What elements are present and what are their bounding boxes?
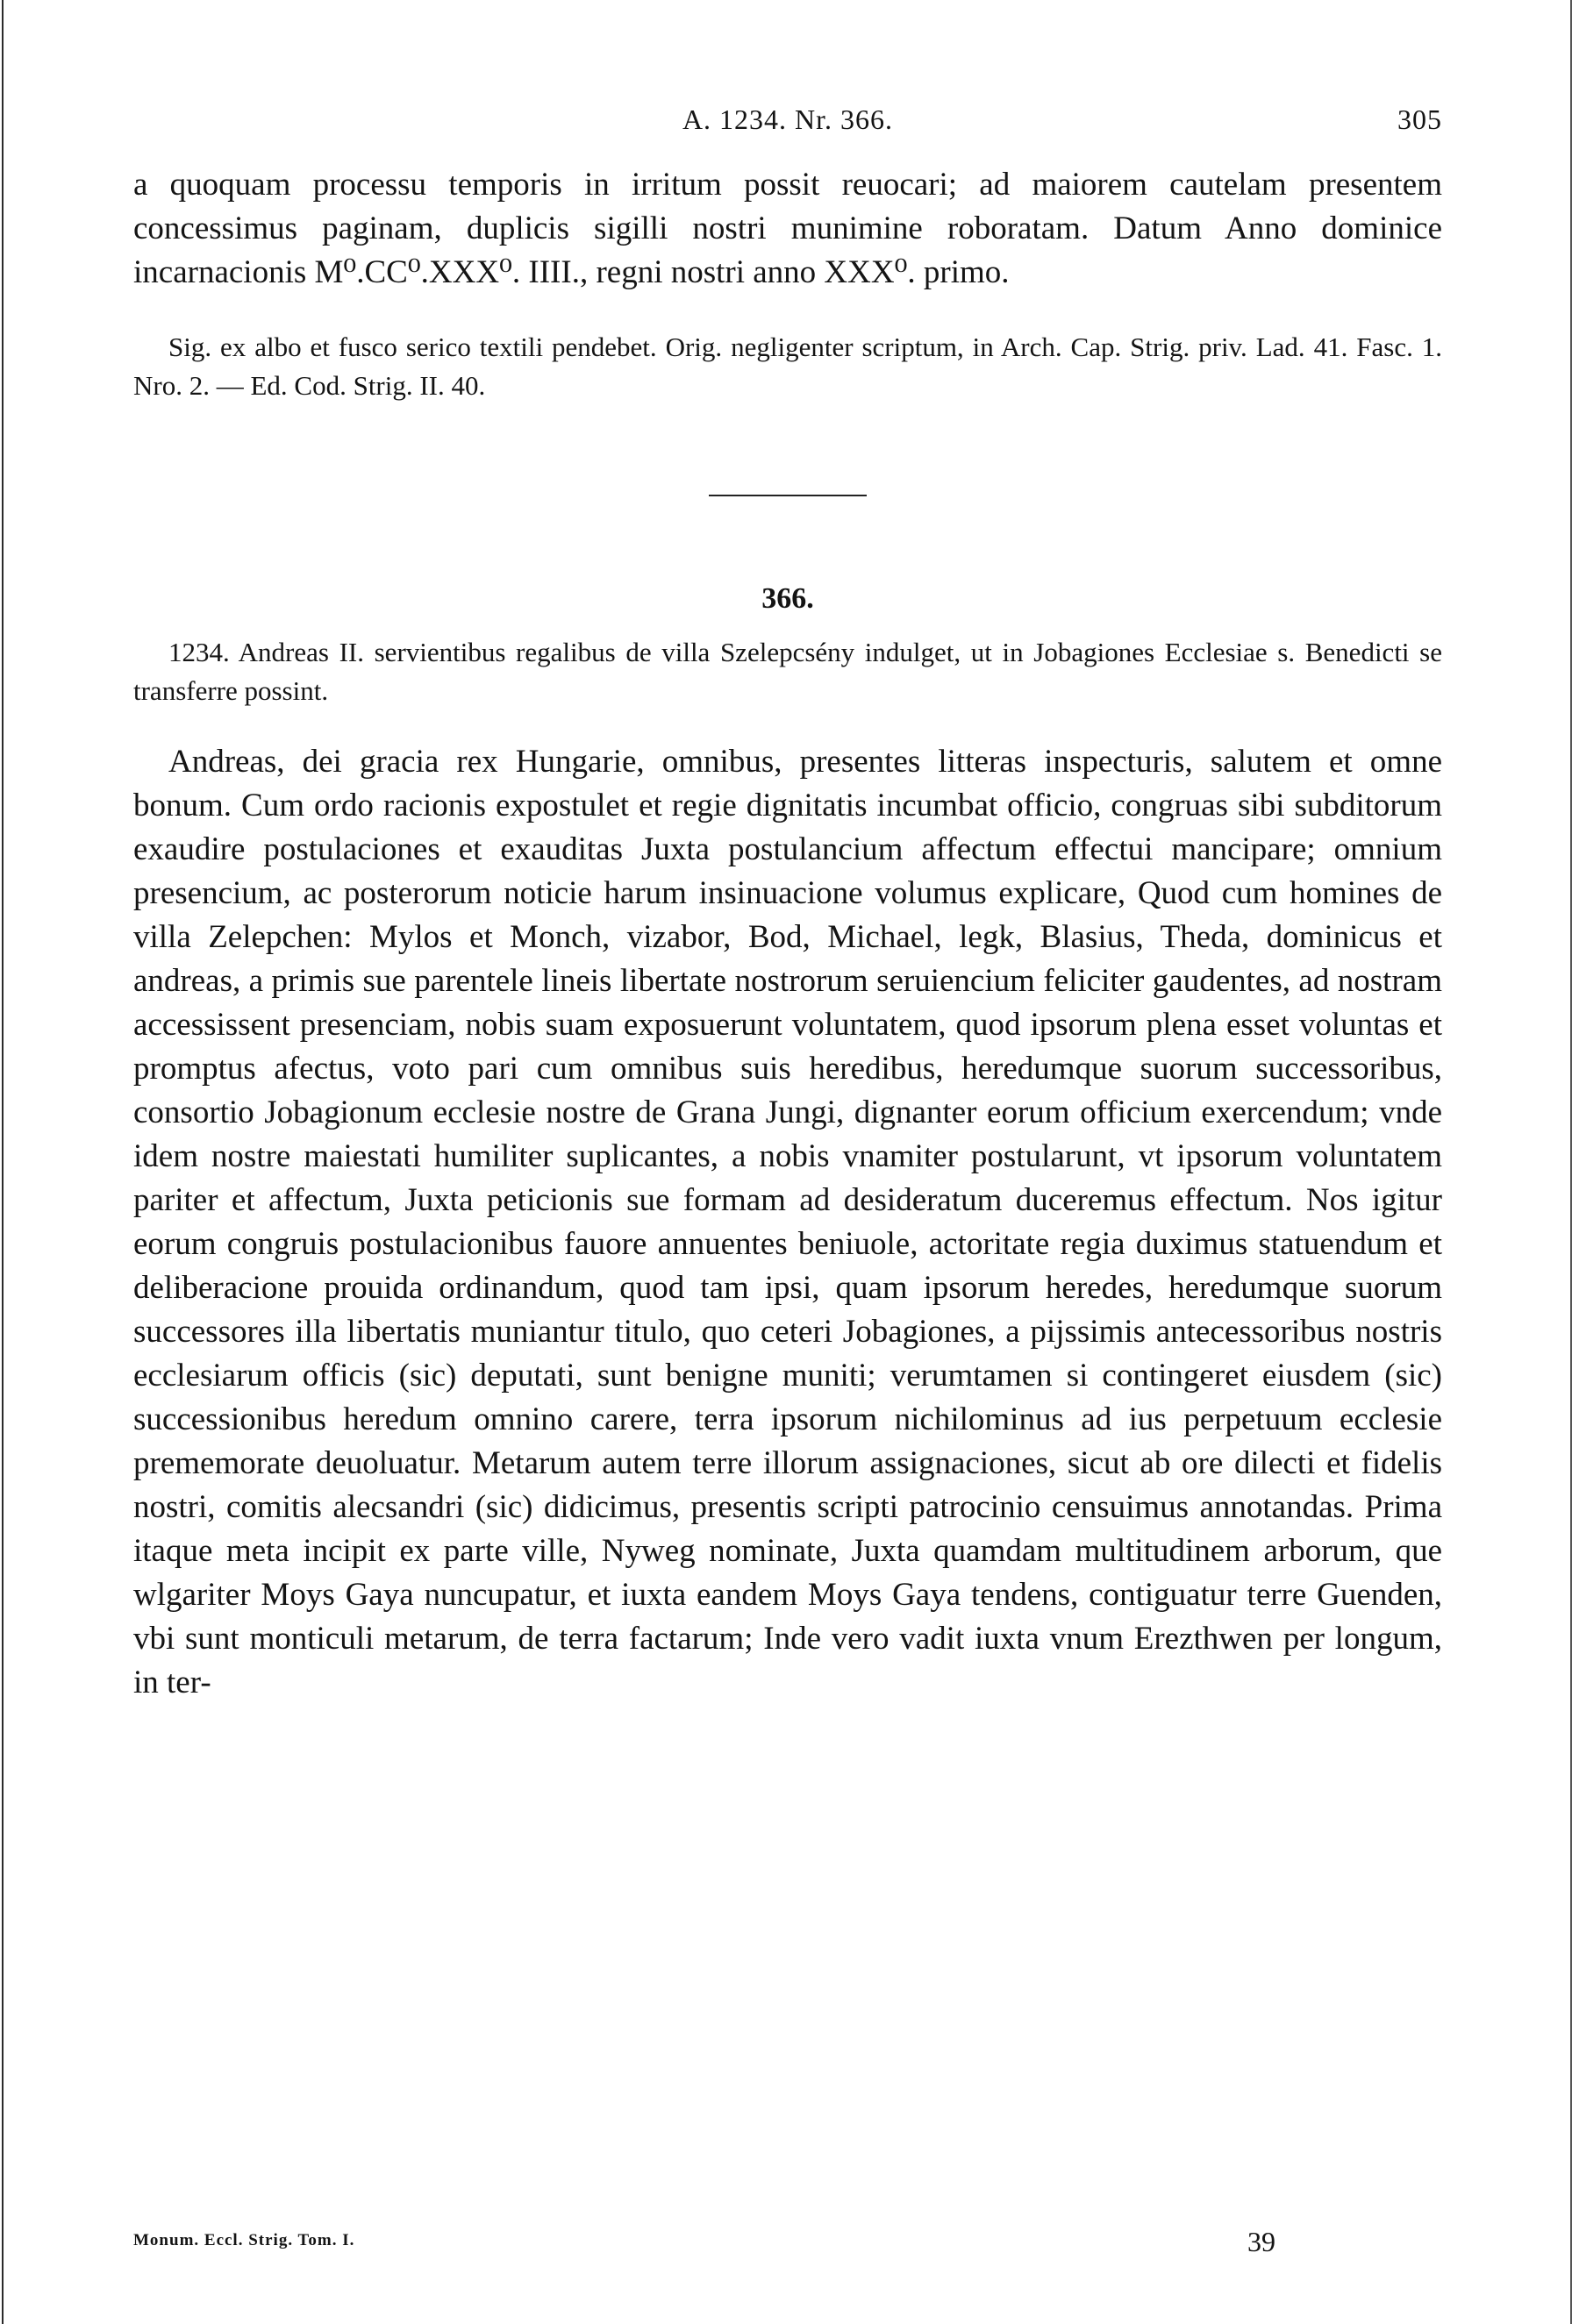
running-head xyxy=(133,103,1442,146)
page-edge-right xyxy=(1570,0,1572,2324)
document-text: Andreas, dei gracia rex Hungarie, omnibus, presentes litteras inspecturis, salutem et omne bonum. Cum ordo racionis expostulet et regie dignitatis incumbat officio, congruas sibi subditorum exaudire postulaciones et exauditas Juxta postulancium affectum effectui mancipare; omnium presencium, ac posterorum noticie harum insinuacione volumus explicare, Quod cum homines de villa Zelepchen: Mylos et Monch, vizabor, Bod, Michael, legk, Blasius, Theda, dominicus et andreas, a primis sue parentele lineis libertate nostrorum seruiencium feliciter gaudentes, ad nostram accessissent presenciam, nobis suam exposuerunt voluntatem, quod ipsorum plena esset voluntas et promptus afectus, voto pari cum omnibus suis heredibus, heredumque suorum successoribus, consortio Jobagionum ecclesie nostre de Grana Jungi, dignanter eorum officium exercendum; vnde idem nostre maiestati humiliter suplicantes, a nobis vnamiter postularunt, vt ipsorum voluntatem pariter et affectum, Juxta peticionis sue formam ad desideratum duceremus effectum. Nos igitur eorum congruis postulacionibus fauore annuentes beniuole, actoritate regia duximus statuendum et deliberacione prouida ordinandum, quod tam ipsi, quam ipsorum heredes, heredumque suorum successores illa libertatis muniantur titulo, quo ceteri Jobagiones, a pijssimis antecessoribus nostris ecclesiarum officis (sic) deputati, sunt benigne muniti; verumtamen si contingeret eiusdem (sic) successionibus heredum omnino carere, terra ipsorum nichilominus ad ius perpetuum ecclesie prememorate deuoluatur. Metarum autem terre illorum assignaciones, sicut ab ore dilecti et fidelis nostri, comitis alecsandri (sic) didicimus, presentis scripti patrocinio censuimus annotandas. Prima itaque meta incipit ex parte ville, Nyweg nominate, Juxta quamdam multitudinem arborum, que wlgariter Moys Gaya nuncupatur, et iuxta eandem Moys Gaya tendens, contiguatur terre Guenden, vbi sunt monticuli metarum, de terra factarum; Inde vero vadit iuxta vnum Erezthwen per longum, in ter- xyxy=(133,744,1442,1700)
document-number: 366. xyxy=(761,582,814,615)
sheet-signature: Monum. Eccl. Strig. Tom. I. xyxy=(133,2231,355,2249)
previous-document-note: Sig. ex albo et fusco serico textili pendebet. Orig. negligenter scriptum, in Arch. Cap. Strig. priv. Lad. 41. Fasc. 1. Nro. 2. — Ed. Cod. Strig. II. 40. xyxy=(133,331,1442,401)
page-footer xyxy=(133,2226,1274,2261)
section-separator xyxy=(709,495,867,496)
page-edge-left xyxy=(2,0,4,2324)
document-regest: 1234. Andreas II. servientibus regalibus de villa Szelepcsény indulget, ut in Jobagiones Ecclesiae s. Benedicti se transferre possint. xyxy=(133,637,1442,706)
page-number: 305 xyxy=(1397,103,1442,135)
page xyxy=(133,103,1442,1705)
running-title: A. 1234. Nr. 366. xyxy=(682,103,894,135)
previous-document-text: a quoquam processu temporis in irritum possit reuocari; ad maiorem cautelam presentem concessimus paginam, duplicis sigilli nostri munimine roboratam. Datum Anno dominice incarnacionis M⁰.CC⁰.XXX⁰. IIII., regni nostri anno XXX⁰. primo. xyxy=(133,167,1442,290)
sheet-number: 39 xyxy=(1247,2226,1275,2257)
